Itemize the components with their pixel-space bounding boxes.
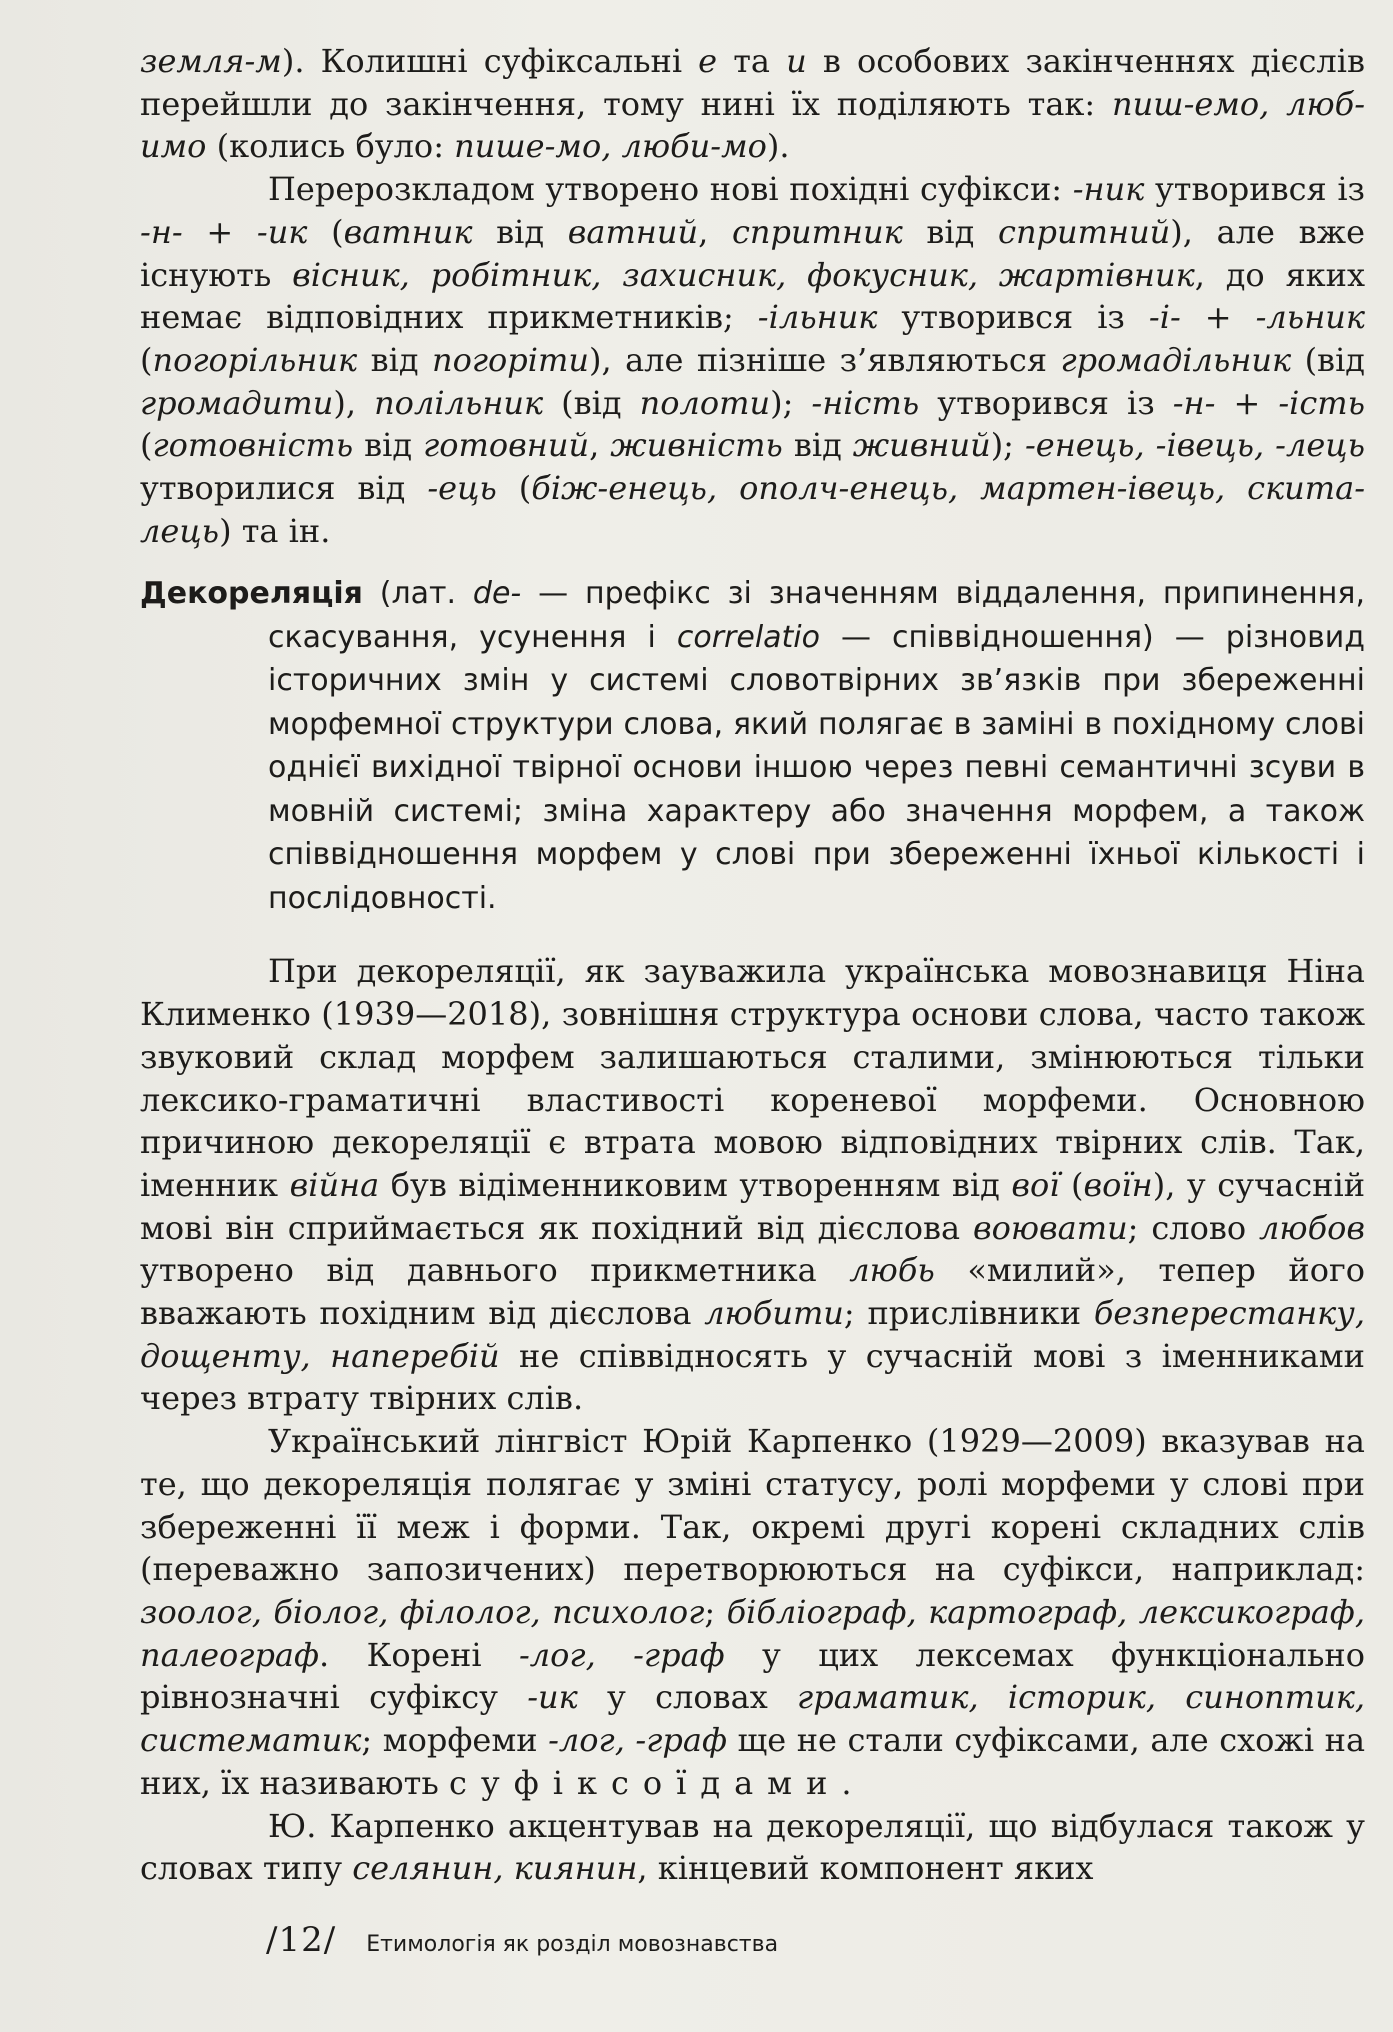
- paragraph-5: Ю. Карпенко акцентував на декореляції, що відбулася також у словах типу селянин, киянин, кінцевий компонент яких: [140, 1806, 1365, 1888]
- paragraph-4: Український лінгвіст Юрій Карпенко (1929—2009) вказував на те, що декореляція полягає у зміні статусу, ролі морфеми у слові при збереженні її меж і форми. Так, окремі другі корені складних слів (переважно запозичених) перетворюються на суфікси, наприклад: зоолог, біолог, філолог, психолог; бібліограф, картограф, лексикограф, палеограф. Корені -лог, -граф у цих лексемах функціонально рівнозначні суфіксу -ик у словах граматик, історик, синоптик, систематик; морфеми -лог, -граф ще не стали суфіксами, але схожі на них, їх називають суфіксоїдами.: [140, 1422, 1366, 1802]
- running-head: Етимологія як розділ мовознавства: [366, 1932, 779, 1957]
- paragraph-2: Перерозкладом утворено нові похідні суфікси: -ник утворився із -н- + -ик (ватник від ватний, спритник від спритний), але вже існують вісник, робітник, захисник, фокусник, жартівник, до яких немає відповідних прикметників; -ільник утворився із -і- + -льник (погорільник від погоріти), але пізніше з’являються громадільник (від громадити), полільник (від полоти); -ність утворився із -н- + -ість (готовність від готовний, живність від живний); -енець, -івець, -лець утворилися від -ець (біж-енець, ополч-енець, мартен-івець, скита-лець) та ін.: [140, 170, 1366, 550]
- definition-term: Декореляція: [140, 576, 363, 612]
- page-number: /12/: [266, 1920, 337, 1960]
- spaced-term: суфіксоїдами: [448, 1763, 842, 1802]
- paragraph-1: земля-м). Колишні суфіксальні е та и в особових закінченнях дієслів перейшли до закінчення, тому нині їх поділяють так: пиш-емо, люб-имо (колись було: пише-мо, люби-мо).: [140, 42, 1366, 166]
- page-footer: [266, 1920, 778, 1960]
- definition-block: Декореляція (лат. de- — префікс зі значенням віддалення, припинення, скасування, усунення і correlatio — співвідношення) — різновид історичних змін у системі словотвірних зв’язків при збереженні морфемної структури слова, який полягає в заміні в похідному слові однієї вихідної твірної основи іншою через певні семантичні зсуви в мовній системі; зміна характеру або значення морфем, а також співвідношення морфем у слові при збереженні їхньої кількості і послідовності.: [140, 576, 1365, 916]
- body-text: [140, 40, 1365, 1890]
- paragraph-3: При декореляції, як зауважила українська мовознавиця Ніна Клименко (1939—2018), зовнішня структура основи слова, часто також звуковий склад морфем залишаються сталими, змінюються тільки лексико-граматичні властивості кореневої морфеми. Основною причиною декореляції є втрата мовою відповідних твірних слів. Так, іменник війна був відіменниковим утворенням від вої (воїн), у сучасній мові він сприймається як похідний від дієслова воювати; слово любов утворено від давнього прикметника любь «милий», тепер його вважають похідним від дієслова любити; прислівники безперестанку, дощенту, наперебій не співвідносять у сучасній мові з іменниками через втрату твірних слів.: [140, 952, 1366, 1418]
